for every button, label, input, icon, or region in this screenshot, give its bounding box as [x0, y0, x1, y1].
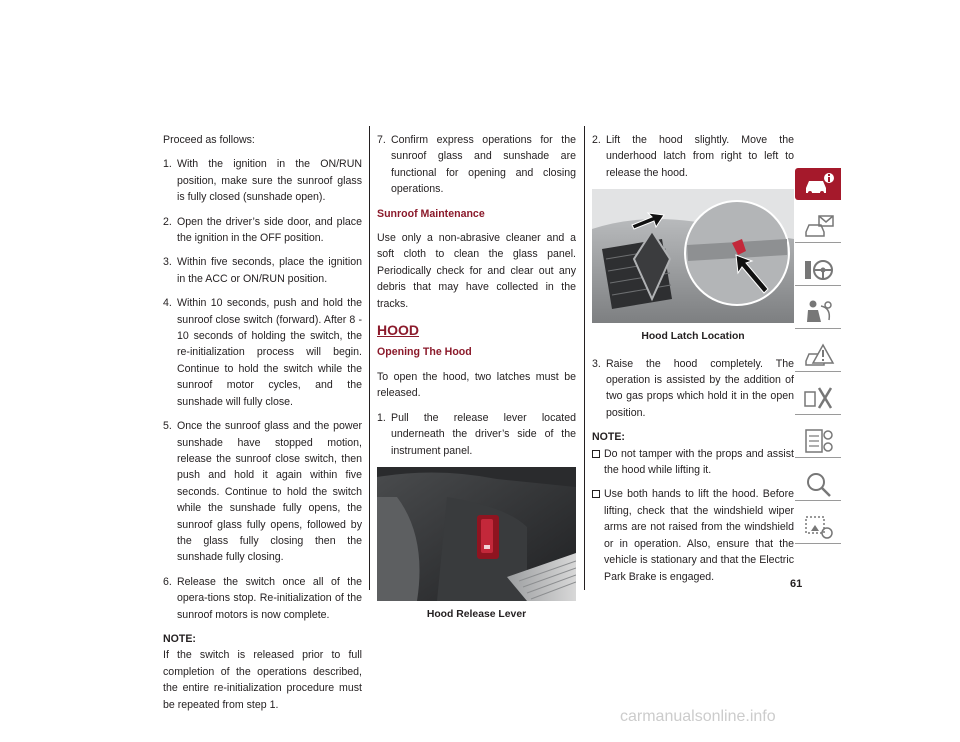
intro-text: Proceed as follows: [163, 134, 255, 146]
emergency-icon [803, 341, 835, 369]
tab-car-info[interactable] [795, 168, 841, 200]
tab-servicing[interactable] [795, 382, 841, 415]
list-item: 6. Release the switch once all of the opera-tions stop. Re-initialization of the sunroof motors is now complete. [163, 575, 362, 621]
watermark: carmanualsonline.info [620, 708, 776, 725]
steering-wheel-icon [803, 255, 835, 283]
wrench-icon [803, 384, 835, 412]
magnifier-icon [803, 470, 835, 498]
column-divider [584, 126, 585, 590]
list-item: 2. Open the driver’s side door, and place the ignition in the OFF position. [163, 215, 362, 245]
list-item: 5. Once the sunroof glass and the power sunshade have stopped motion, release the sunroof close switch, then push and hold it again within five seconds. Continue to hold the switch while the sunshade fully opens, the sunroof glass fully opens, followed by the glass fully closing then the sunshade fully closing. [163, 420, 362, 564]
note-bullets [592, 446, 794, 585]
note-label: NOTE: [163, 632, 196, 645]
page-number: 61 [790, 578, 803, 590]
section-heading: Sunroof Maintenance [377, 207, 485, 220]
multimedia-icon [803, 513, 835, 541]
hood-release-lever-image [377, 467, 576, 601]
car-info-icon [803, 170, 835, 198]
figure-caption: Hood Latch Location [641, 331, 745, 343]
list-item: 1. With the ignition in the ON/RUN position, make sure the sunroof glass is fully closed (sunshade open). [163, 158, 362, 204]
checkbox-bullet-icon [592, 490, 600, 498]
figure-caption: Hood Release Lever [426, 608, 527, 620]
chapter-nav-sidebar [795, 168, 841, 554]
tab-warning-lights[interactable] [795, 210, 841, 243]
column-3 [592, 132, 794, 593]
tab-emergency[interactable] [795, 339, 841, 372]
checkbox-bullet-icon [592, 450, 600, 458]
tab-multimedia[interactable] [795, 511, 841, 544]
body-text: Use only a non-abrasive cleaner and a soft cloth to clean the glass panel. Periodically check for and clear out any debris that may have collected in the tracks. [377, 232, 576, 310]
tab-index[interactable] [795, 468, 841, 501]
safety-icon [803, 298, 835, 326]
tab-safety[interactable] [795, 296, 841, 329]
chapter-heading: HOOD [377, 322, 419, 339]
note-text: If the switch is released prior to full completion of the operations described, the entire re-initialization procedure must be repeated from step 1. [163, 649, 362, 711]
section-heading: Opening The Hood [377, 346, 472, 359]
tab-starting-driving[interactable] [795, 253, 841, 286]
sunroof-reinit-steps [163, 156, 362, 623]
list-item: 1. Pull the release lever located underneath the driver’s side of the instrument panel. [377, 411, 576, 457]
list-item: 3. Within five seconds, place the ignition in the ACC or ON/RUN position. [163, 256, 362, 285]
list-item: 3. Raise the hood completely. The operation is assisted by the addition of two gas props which hold it in the open position. [592, 357, 794, 419]
list-item: Use both hands to lift the hood. Before lifting, check that the windshield wiper arms are not raised from the windshield or in operation. Also, ensure that the vehicle is stationary and that the Electric Park Brake is engaged. [592, 486, 794, 584]
column-2 [377, 132, 576, 633]
specifications-icon [803, 427, 835, 455]
hood-latch-location-image [592, 189, 794, 323]
warning-lights-icon [803, 212, 835, 240]
list-item: Do not tamper with the props and assist the hood while lifting it. [592, 446, 794, 479]
column-1 [163, 132, 362, 721]
note-label: NOTE: [592, 431, 625, 444]
list-item: 4. Within 10 seconds, push and hold the sunroof close switch (forward). After 8 - 10 seconds of holding the switch, the re-initialization process will begin. Continue to hold the switch while the sunroof motor cycles, and the sunshade will fully close. [163, 297, 362, 408]
column-divider [369, 126, 370, 590]
list-item: 7. Confirm express operations for the sunroof glass and sunshade are functional for opening and closing operations. [377, 134, 576, 196]
body-text: To open the hood, two latches must be released. [377, 370, 576, 400]
tab-specifications[interactable] [795, 425, 841, 458]
list-item: 2. Lift the hood slightly. Move the underhood latch from right to left to release the hood. [592, 134, 794, 179]
